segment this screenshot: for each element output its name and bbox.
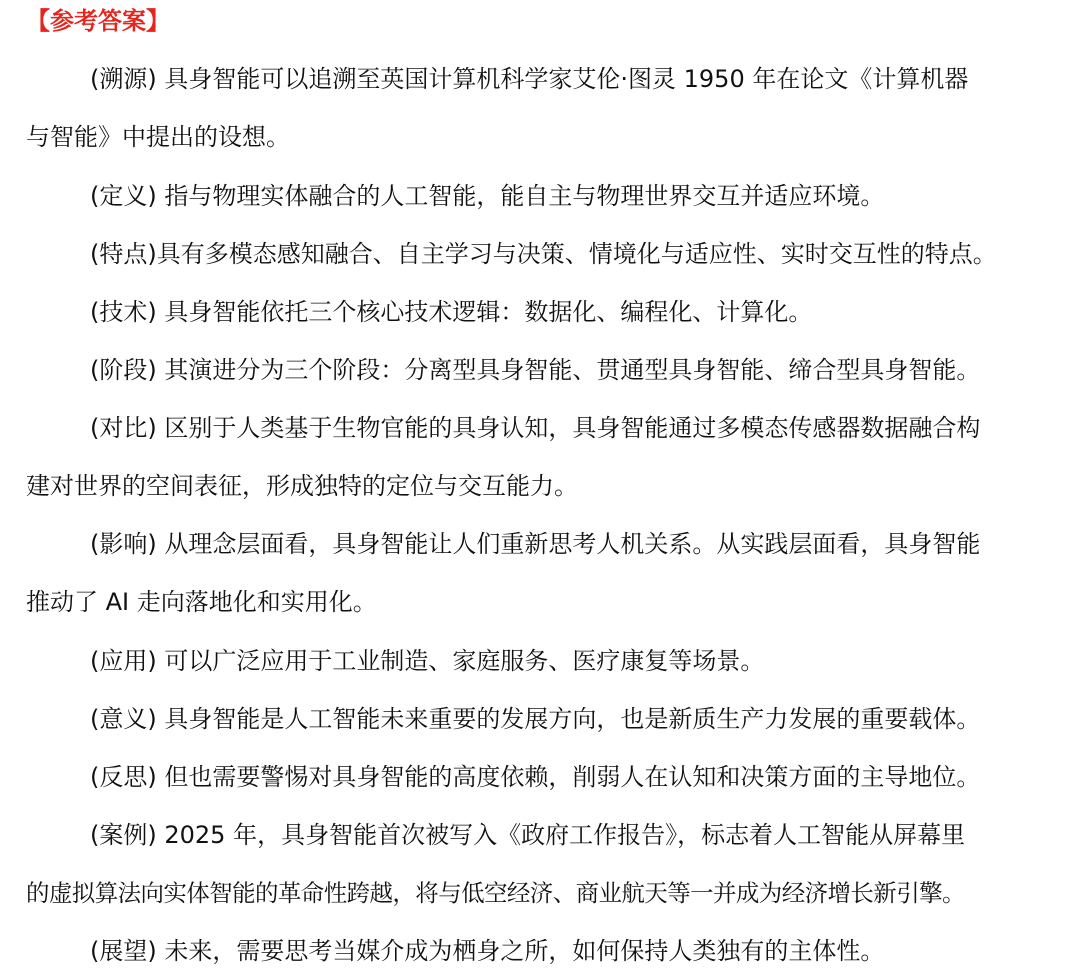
paragraph-tag: (意义)	[90, 705, 157, 733]
paragraph-text: 具身智能依托三个核心技术逻辑：数据化、编程化、计算化。	[164, 298, 813, 326]
paragraph-technology	[26, 283, 1066, 341]
paragraph-features	[26, 225, 1066, 283]
paragraph-text: 推动了 AI 走向落地化和实用化。	[26, 588, 377, 616]
paragraph-text: 区别于人类基于生物官能的具身认知，具身智能通过多模态传感器数据融合构	[164, 414, 981, 442]
paragraph-text: 建对世界的空间表征，形成独特的定位与交互能力。	[26, 472, 578, 500]
answer-heading: 【参考答案】	[26, 7, 170, 35]
paragraph-text: 可以广泛应用于工业制造、家庭服务、医疗康复等场景。	[164, 647, 765, 675]
paragraph-tag: (影响)	[90, 530, 157, 558]
paragraph-text: 的虚拟算法向实体智能的革命性跨越，将与低空经济、商业航天等一并成为经济增长新引擎。	[26, 879, 965, 907]
paragraph-outlook	[26, 922, 1066, 980]
paragraph-text: 其演进分为三个阶段：分离型具身智能、贯通型具身智能、缔合型具身智能。	[164, 356, 981, 384]
paragraph-tag: (反思)	[90, 763, 157, 791]
paragraph-tag: (展望)	[90, 937, 157, 965]
paragraph-origin	[26, 50, 1066, 166]
paragraph-stages	[26, 341, 1066, 399]
paragraph-text: 具身智能是人工智能未来重要的发展方向，也是新质生产力发展的重要载体。	[164, 705, 981, 733]
paragraph-tag: (技术)	[90, 298, 157, 326]
paragraph-text: 指与物理实体融合的人工智能，能自主与物理世界交互并适应环境。	[164, 182, 885, 210]
paragraph-application	[26, 632, 1066, 690]
paragraph-tag: (案例)	[90, 821, 157, 849]
paragraph-reflection	[26, 748, 1066, 806]
paragraph-tag: (定义)	[90, 182, 157, 210]
paragraph-text: 从理念层面看，具身智能让人们重新思考人机关系。从实践层面看，具身智能	[164, 530, 981, 558]
paragraph-tag: (阶段)	[90, 356, 157, 384]
paragraph-significance	[26, 690, 1066, 748]
paragraph-impact	[26, 515, 1066, 631]
paragraph-tag: (应用)	[90, 647, 157, 675]
paragraph-tag: (溯源)	[90, 65, 157, 93]
paragraph-definition	[26, 167, 1066, 225]
paragraph-text: 未来，需要思考当媒介成为栖身之所，如何保持人类独有的主体性。	[164, 937, 885, 965]
paragraph-text: 与智能》中提出的设想。	[26, 123, 290, 151]
paragraph-text: 但也需要警惕对具身智能的高度依赖，削弱人在认知和决策方面的主导地位。	[164, 763, 981, 791]
paragraph-text: 2025 年，具身智能首次被写入《政府工作报告》，标志着人工智能从屏幕里	[164, 821, 966, 849]
paragraph-comparison	[26, 399, 1066, 515]
paragraph-text: 具有多模态感知融合、自主学习与决策、情境化与适应性、实时交互性的特点。	[156, 240, 997, 268]
paragraph-text: 具身智能可以追溯至英国计算机科学家艾伦·图灵 1950 年在论文《计算机器	[164, 65, 969, 93]
paragraph-tag: (特点)	[90, 240, 157, 268]
paragraph-case	[26, 806, 1066, 922]
paragraph-tag: (对比)	[90, 414, 157, 442]
